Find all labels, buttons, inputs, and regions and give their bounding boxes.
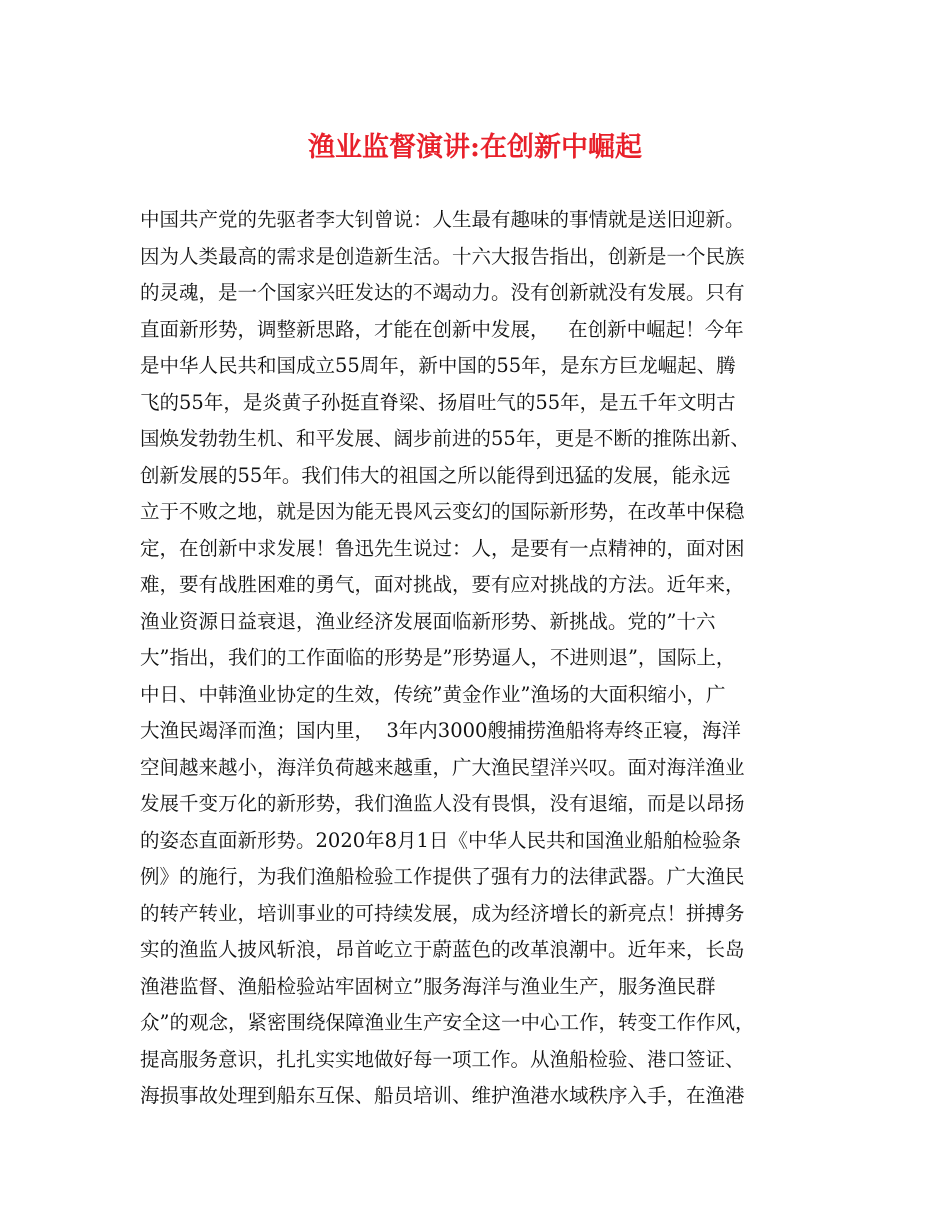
text-line: 发展千变万化的新形势，我们渔监人没有畏惧，没有退缩，而是以昂扬 xyxy=(140,792,745,815)
text-line: 海损事故处理到船东互保、船员培训、维护渔港水域秩序入手，在渔港 xyxy=(140,1084,745,1107)
text-line: 中日、中韩渔业协定的生效，传统”黄金作业”渔场的大面积缩小，广 xyxy=(140,682,726,706)
text-line: 渔港监督、渔船检验站牢固树立”服务海洋与渔业生产，服务渔民群 xyxy=(140,974,716,998)
text-line: 飞的55年，是炎黄子孙挺直脊梁、扬眉吐气的55年，是五千年文明古 xyxy=(140,390,736,414)
text-line: 的灵魂，是一个国家兴旺发达的不竭动力。没有创新就没有发展。只有 xyxy=(140,281,745,304)
text-line: 直面新形势，调整新思路，才能在创新中发展， 在创新中崛起！今年 xyxy=(140,317,744,341)
document-title: 渔业监督演讲:在创新中崛起 xyxy=(308,132,642,163)
text-line: 例》的施行，为我们渔船检验工作提供了强有力的法律武器。广大渔民 xyxy=(140,865,745,888)
text-line: 难，要有战胜困难的勇气，面对挑战，要有应对挑战的方法。近年来， xyxy=(140,573,745,596)
text-line: 实的渔监人披风斩浪，昂首屹立于蔚蓝色的改革浪潮中。近年来，长岛 xyxy=(140,938,745,961)
text-line: 的转产转业，培训事业的可持续发展，成为经济增长的新亮点！拼搏务 xyxy=(140,901,745,925)
text-line: 的姿态直面新形势。2020年8月1日《中华人民共和国渔业船舶检验条 xyxy=(140,828,741,852)
text-line: 渔业资源日益衰退，渔业经济发展面临新形势、新挑战。党的”十六 xyxy=(140,609,716,633)
body-paragraph xyxy=(140,202,830,1115)
text-line: 众”的观念，紧密围绕保障渔业生产安全这一中心工作，转变工作作风， xyxy=(140,1011,755,1034)
text-line: 空间越来越小，海洋负荷越来越重，广大渔民望洋兴叹。面对海洋渔业 xyxy=(140,755,745,779)
text-line: 提高服务意识，扎扎实实地做好每一项工作。从渔船检验、港口签证、 xyxy=(140,1047,745,1071)
text-line: 是中华人民共和国成立55周年，新中国的55年，是东方巨龙崛起、腾 xyxy=(140,354,736,377)
text-line: 定，在创新中求发展！鲁迅先生说过：人，是要有一点精神的，面对困 xyxy=(140,536,745,560)
text-line: 国焕发勃勃生机、和平发展、阔步前进的55年，更是不断的推陈出新、 xyxy=(140,427,750,450)
text-line: 创新发展的55年。我们伟大的祖国之所以能得到迅猛的发展，能永远 xyxy=(140,463,731,487)
text-line: 因为人类最高的需求是创造新生活。十六大报告指出，创新是一个民族 xyxy=(140,244,745,268)
text-line: 中国共产党的先驱者李大钊曾说：人生最有趣味的事情就是送旧迎新。 xyxy=(140,208,745,231)
text-line: 大”指出，我们的工作面临的形势是”形势逼人，不进则退”，国际上， xyxy=(140,646,736,669)
text-line: 立于不败之地，就是因为能无畏风云变幻的国际新形势，在改革中保稳 xyxy=(140,500,745,523)
text-line: 大渔民竭泽而渔；国内里， 3年内3000艘捕捞渔船将寿终正寝，海洋 xyxy=(140,719,741,742)
